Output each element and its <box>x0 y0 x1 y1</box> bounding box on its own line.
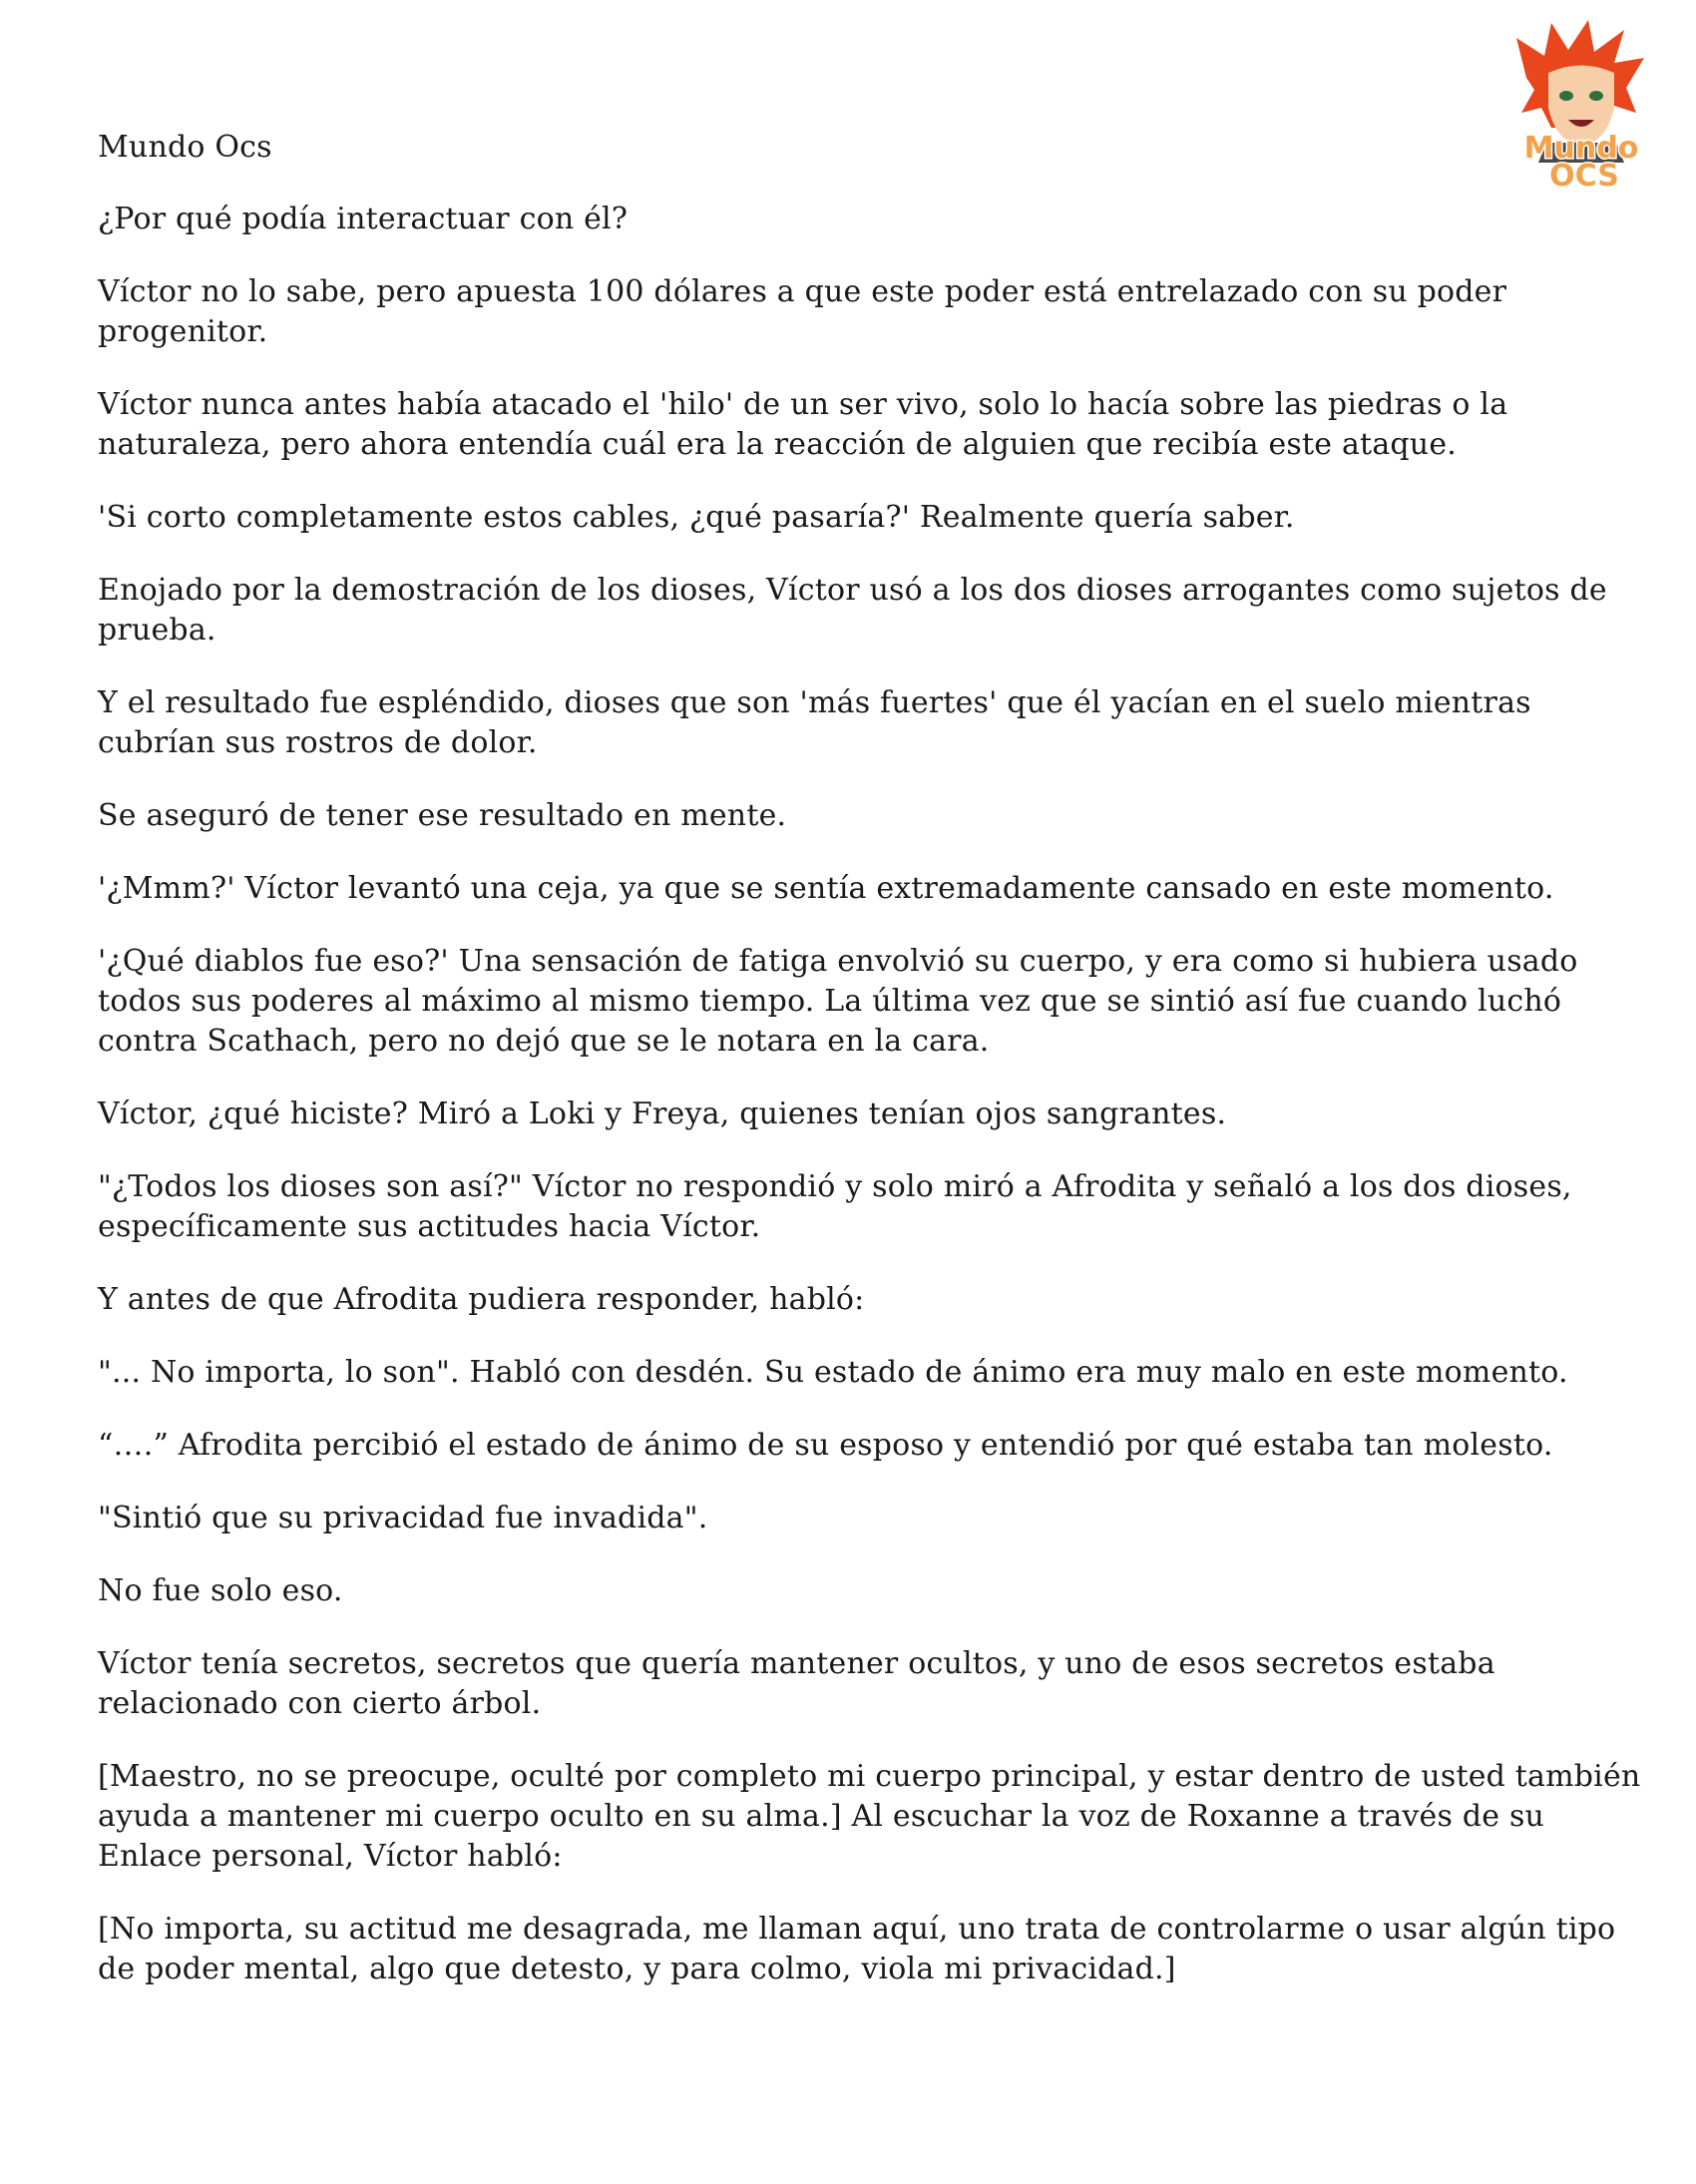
paragraph: Y antes de que Afrodita pudiera responder, habló: <box>98 1282 865 1317</box>
paragraph: Y el resultado fue espléndido, dioses que son 'más fuertes' que él yacían en el suelo mientras cubrían sus rostros de dolor. <box>98 685 1531 760</box>
paragraph: "Sintió que su privacidad fue invadida". <box>98 1501 708 1535</box>
paragraph: [No importa, su actitud me desagrada, me llaman aquí, uno trata de controlarme o usar algún tipo de poder mental, algo que detesto, y para colmo, viola mi privacidad.] <box>98 1912 1616 1986</box>
paragraph: Se aseguró de tener ese resultado en mente. <box>98 798 787 833</box>
paragraph: '¿Qué diablos fue eso?' Una sensación de fatiga envolvió su cuerpo, y era como si hubiera usado todos sus poderes al máximo al mismo tiempo. La última vez que se sintió así fue cuando luchó contra Scathach, pero no dejó que se le notara en la cara. <box>98 944 1578 1059</box>
logo-text-top: Mundo <box>1523 131 1639 166</box>
paragraph: Enojado por la demostración de los dioses, Víctor usó a los dos dioses arrogantes como sujetos de prueba. <box>98 573 1607 648</box>
paragraph: No fue solo eso. <box>98 1573 343 1608</box>
paragraph: ¿Por qué podía interactuar con él? <box>98 202 629 236</box>
paragraph: "... No importa, lo son". Habló con desdén. Su estado de ánimo era muy malo en este momento. <box>98 1355 1568 1390</box>
logo-eye-right <box>1589 91 1603 101</box>
paragraph: “….” Afrodita percibió el estado de ánimo de su esposo y entendió por qué estaba tan molesto. <box>98 1428 1553 1463</box>
paragraph: Víctor, ¿qué hiciste? Miró a Loki y Freya, quienes tenían ojos sangrantes. <box>98 1096 1227 1131</box>
paragraph: '¿Mmm?' Víctor levantó una ceja, ya que se sentía extremadamente cansado en este momento. <box>98 871 1554 906</box>
document-body <box>98 128 1654 2022</box>
paragraph: Víctor nunca antes había atacado el 'hilo' de un ser vivo, solo lo hacía sobre las piedras o la naturaleza, pero ahora entendía cuál era la reacción de alguien que recibía este ataque. <box>98 387 1508 462</box>
document-header: Mundo Ocs <box>98 130 272 165</box>
logo-eye-left <box>1559 91 1573 101</box>
paragraph: 'Si corto completamente estos cables, ¿qué pasaría?' Realmente quería saber. <box>98 500 1295 535</box>
paragraph: "¿Todos los dioses son así?" Víctor no respondió y solo miró a Afrodita y señaló a los dos dioses, específicamente sus actitudes hacia Víctor. <box>98 1169 1572 1244</box>
logo-text-bottom: OCS <box>1549 159 1619 188</box>
paragraph: Víctor tenía secretos, secretos que quería mantener ocultos, y uno de esos secretos estaba relacionado con cierto árbol. <box>98 1646 1495 1721</box>
paragraph: [Maestro, no se preocupe, oculté por completo mi cuerpo principal, y estar dentro de usted también ayuda a mantener mi cuerpo oculto en su alma.] Al escuchar la voz de Roxanne a través de su Enlace personal, Víctor habló: <box>98 1759 1641 1874</box>
paragraph: Víctor no lo sabe, pero apuesta 100 dólares a que este poder está entrelazado con su poder progenitor. <box>98 274 1507 349</box>
